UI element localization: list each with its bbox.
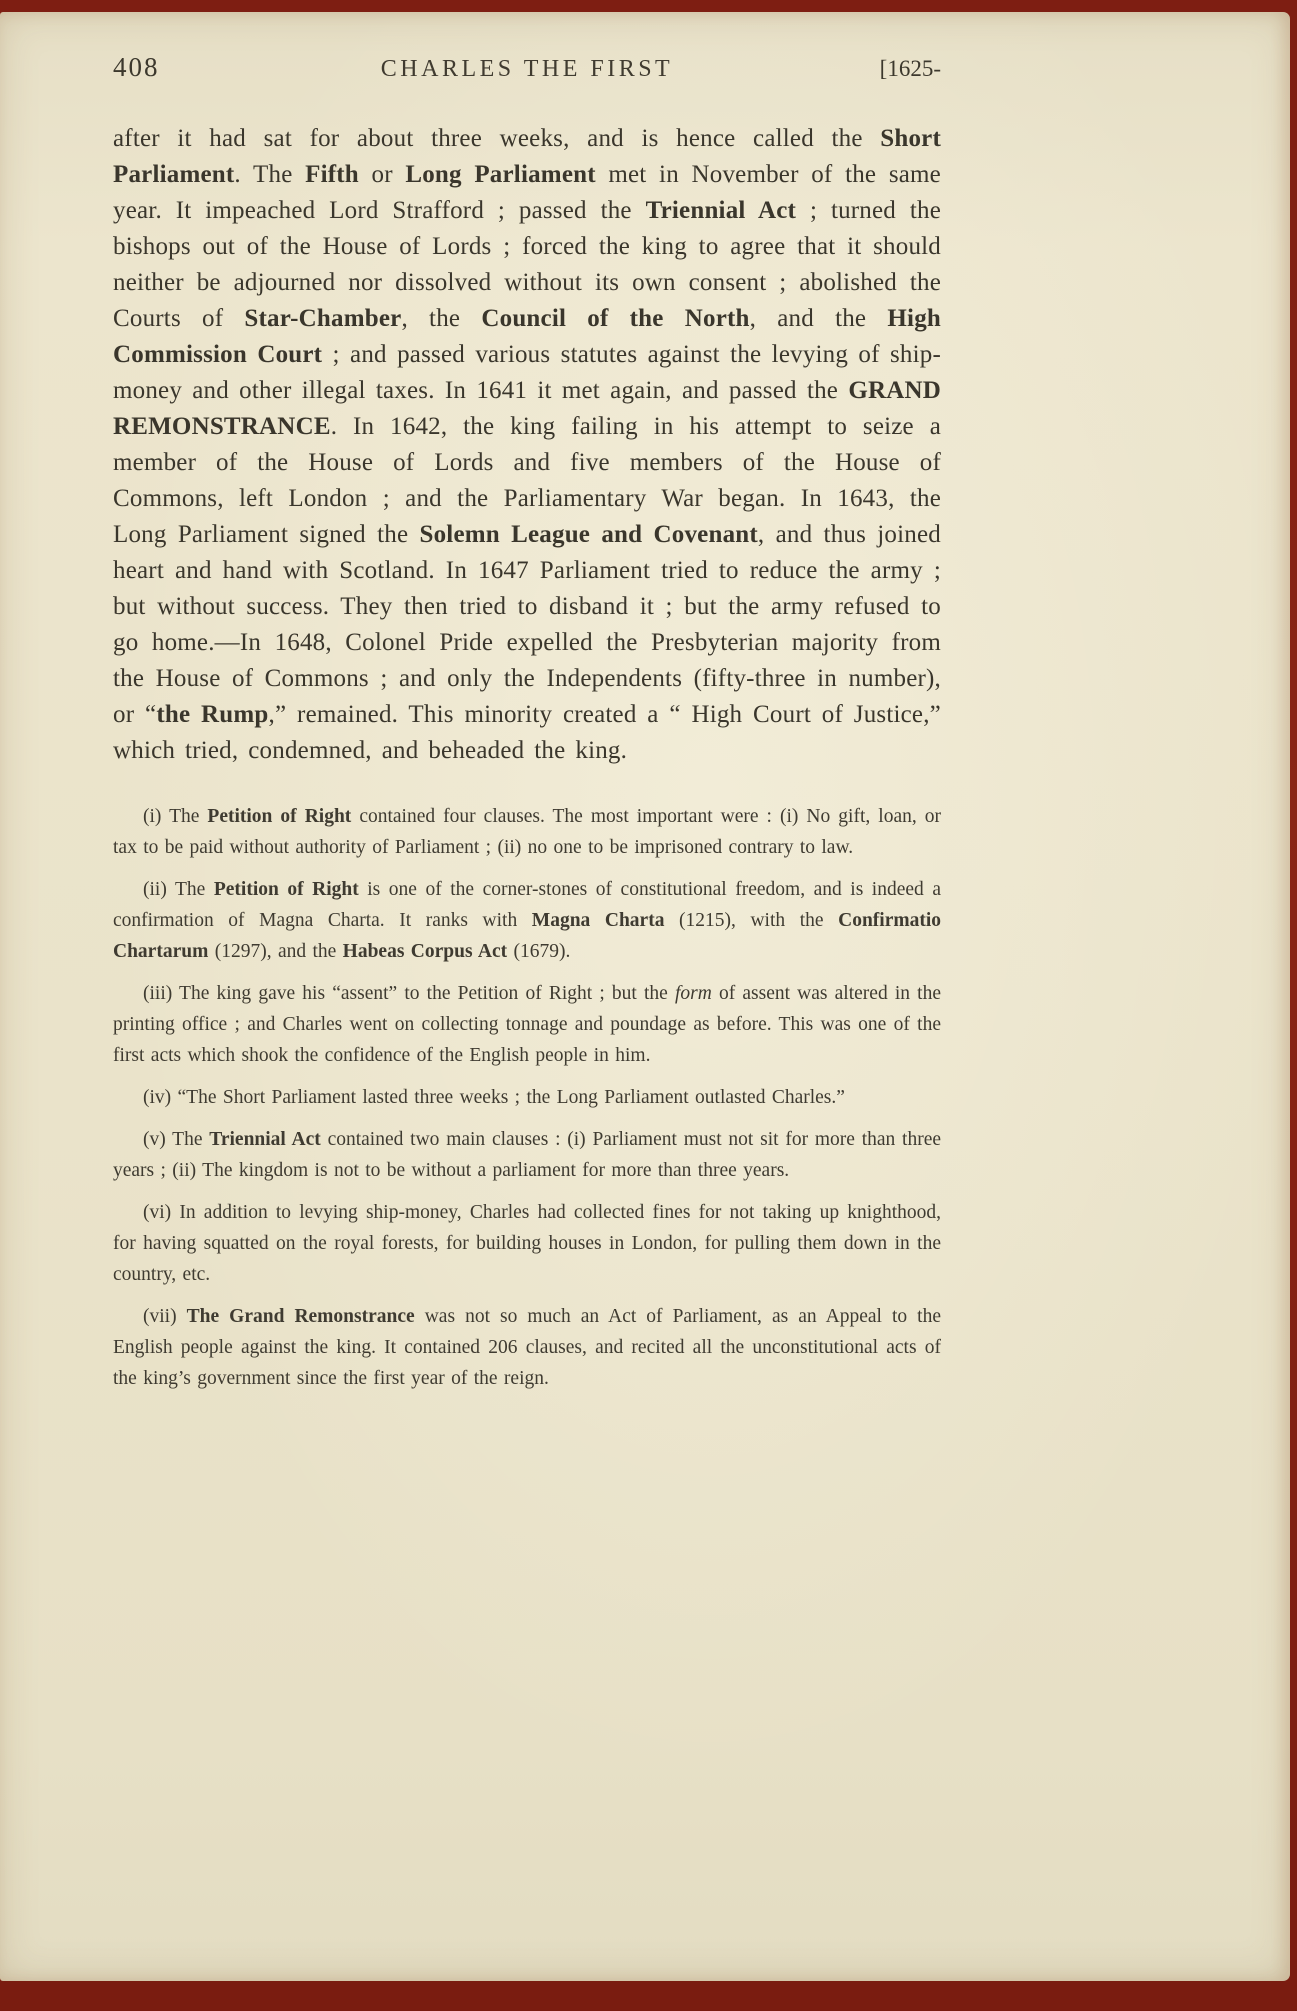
footnote-i: (i) The Petition of Right contained four clauses. The most important were : (i) No gift, loan, or tax to be paid without authority of Parliament ; (ii) no one to be imprisoned contrary to law. [113,806,941,858]
footnote-iv: (iv) “The Short Parliament lasted three weeks ; the Long Parliament outlasted Charles.” [143,1087,845,1108]
page-content [113,12,941,1394]
footnote-vii: (vii) The Grand Remonstrance was not so much an Act of Parliament, as an Appeal to the English people against the king. It contained 206 clauses, and recited all the unconstitutional acts of the king’s government since the first year of the reign. [113,1306,941,1389]
main-paragraph: after it had sat for about three weeks, and is hence called the Short Parliament. The Fifth or Long Parliament met in November of the same year. It impeached Lord Strafford ; passed the Triennial Act ; turned the bishops out of the House of Lords ; forced the king to agree that it should neither be adjourned nor dissolved without its own consent ; abolished the Courts of Star-Chamber, the Council of the North, and the High Commission Court ; and passed various statutes against the levying of ship-money and other illegal taxes. In 1641 it met again, and passed the GRAND REMONSTRANCE. In 1642, the king failing in his attempt to seize a member of the House of Lords and five members of the House of Commons, left London ; and the Parliamentary War began. In 1643, the Long Parliament signed the Solemn League and Covenant, and thus joined heart and hand with Scotland. In 1647 Parliament tried to reduce the army ; but without success. They then tried to disband it ; but the army refused to go home.—In 1648, Colonel Pride expelled the Presbyterian majority from the House of Commons ; and only the Independents (fifty-three in number), or “the Rump,” remained. This minority created a “ High Court of Justice,” which tried, condemned, and beheaded the king. [113,125,942,764]
margin-date: [1625- [879,56,941,81]
footnote-iii: (iii) The king gave his “assent” to the Petition of Right ; but the form of assent was altered in the printing office ; and Charles went on collecting tonnage and poundage as before. This was one of the first acts which shook the confidence of the English people in him. [113,983,941,1066]
running-head [113,12,941,83]
footnote-v: (v) The Triennial Act contained two main clauses : (i) Parliament must not sit for more than three years ; (ii) The kingdom is not to be without a parliament for more than three years. [113,1129,942,1181]
book-page [0,12,1290,1981]
footnote-ii: (ii) The Petition of Right is one of the corner-stones of constitutional freedom, and is indeed a confirmation of Magna Charta. It ranks with Magna Charta (1215), with the Confirmatio Chartarum (1297), and the Habeas Corpus Act (1679). [113,879,942,962]
page-number: 408 [113,52,160,82]
footnote-vi: (vi) In addition to levying ship-money, Charles had collected fines for not taking up knighthood, for having squatted on the royal forests, for building houses in London, for pulling them down in the country, etc. [113,1202,941,1285]
running-title: CHARLES THE FIRST [380,56,674,82]
footnotes-section [113,801,941,1394]
